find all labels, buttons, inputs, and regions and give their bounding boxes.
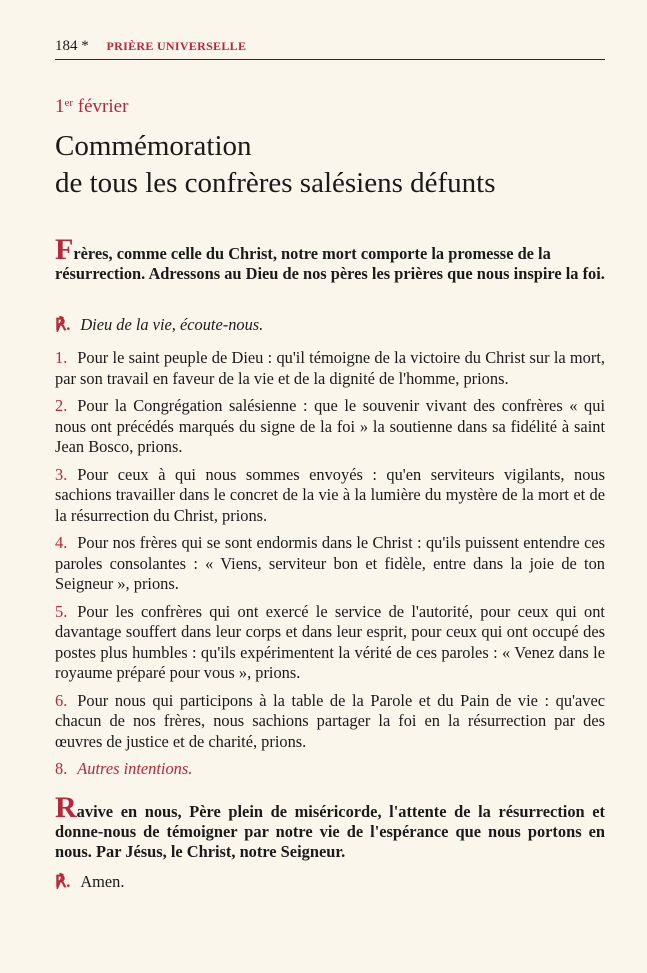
intention-number: 4. xyxy=(55,533,68,552)
date-month: février xyxy=(77,96,129,117)
intention-item xyxy=(55,533,605,595)
intention-item xyxy=(55,348,605,389)
closing-prayer xyxy=(55,791,605,862)
title-line-2: de tous les confrères salésiens défunts xyxy=(55,167,496,199)
section-title: PRIÈRE UNIVERSELLE xyxy=(106,39,247,53)
final-response xyxy=(55,872,124,892)
intention-number: 5. xyxy=(55,601,68,621)
intention-text: Pour nos frères qui se sont endormis dans le Christ : qu'ils puissent entendre ces paroles consolantes : « Viens, serviteur bon et fidèle, entre dans la joie de ton Seigneur », prions. xyxy=(55,533,605,593)
final-response-symbol: ℟. xyxy=(55,872,71,891)
intentions-list xyxy=(55,348,605,787)
intention-text: Pour ceux à qui nous sommes envoyés : qu'en serviteurs vigilants, nous sachions travailler dans le concret de la vie à la lumière du mystère de la mort et de la résurrection du Christ, prions. xyxy=(55,464,605,525)
intro-dropcap: F xyxy=(55,233,74,266)
intention-number: 8. xyxy=(55,759,68,778)
date xyxy=(55,92,128,118)
page-title xyxy=(55,128,615,202)
response-text: Dieu de la vie, écoute-nous. xyxy=(80,315,264,334)
intention-number: 1. xyxy=(55,348,68,367)
date-day-suffix: er xyxy=(64,97,74,109)
intention-text: Pour la Congrégation salésienne : que le souvenir vivant des confrères « qui nous ont précédés marqués du signe de la foi » la soutienne dans sa fidélité à saint Jean Bosco, prions. xyxy=(55,396,605,456)
intention-number: 3. xyxy=(55,464,68,484)
date-day: 1 xyxy=(55,96,65,117)
intention-item xyxy=(55,602,605,684)
intention-number: 2. xyxy=(55,396,68,415)
closing-dropcap: R xyxy=(55,791,77,824)
intention-item xyxy=(55,759,605,780)
intention-item xyxy=(55,691,605,753)
intention-text: Autres intentions. xyxy=(77,759,193,778)
title-line-1: Commémoration xyxy=(55,130,252,162)
response xyxy=(55,315,263,335)
response-symbol: ℟. xyxy=(55,315,71,334)
intro-text: rères, comme celle du Christ, notre mort comporte la promesse de la résurrection. Adressons au Dieu de nos pères les prières que nous inspire la foi. xyxy=(55,244,605,283)
intention-item xyxy=(55,396,605,458)
introduction xyxy=(55,233,605,284)
intention-text: Pour nous qui participons à la table de la Parole et du Pain de vie : qu'avec chacun de nos frères, nous sachions partager la foi en la résurrection par des œuvres de justice et de charité, prions. xyxy=(55,690,605,751)
final-response-text: Amen. xyxy=(80,872,125,891)
header-rule xyxy=(55,59,605,60)
intention-item xyxy=(55,465,605,527)
page-number: 184 * xyxy=(55,38,89,54)
intention-number: 6. xyxy=(55,690,68,710)
intention-text: Pour les confrères qui ont exercé le service de l'autorité, pour ceux qui ont davantage souffert dans leur corps et dans leur esprit, pour ceux qui ont occupé des postes plus humbles : qu'ils expérimentent la vérité de ces paroles : « Venez dans le royaume préparé pour vous », prions. xyxy=(55,601,605,682)
closing-text: avive en nous, Père plein de miséricorde, l'attente de la résurrection et donne-nous de témoigner par notre vie de l'espérance que nous portons en nous. Par Jésus, le Christ, notre Seigneur. xyxy=(55,802,605,861)
running-header xyxy=(55,36,605,56)
intention-text: Pour le saint peuple de Dieu : qu'il témoigne de la victoire du Christ sur la mort, par son travail en faveur de la vie et de la dignité de l'homme, prions. xyxy=(55,348,605,388)
